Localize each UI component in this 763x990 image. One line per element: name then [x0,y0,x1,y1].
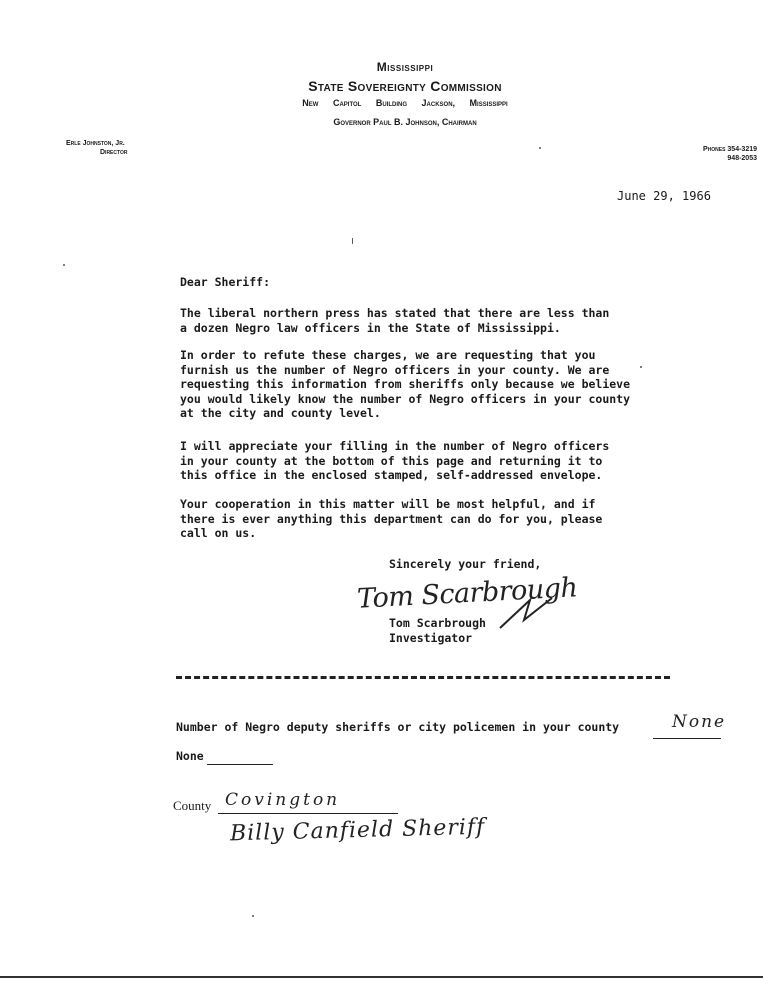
phones-block [655,145,757,163]
scan-speck [640,366,642,368]
paragraph-3: I will appreciate your filling in the number of Negro officers in your county at the bottom of this page and returning it to this office in the enclosed stamped, self-addressed envelope. [180,439,610,482]
director-title: Director [100,149,128,156]
county-handwritten: Covington [225,790,341,810]
page-bottom-edge [0,976,763,978]
letterhead-chairman: Governor Paul B. Johnson, Chairman [333,117,477,127]
letter-date: June 29, 1966 [617,189,711,203]
scan-speck [252,915,254,917]
signature-flourish [490,590,560,635]
phones-second: 948-2053 [727,155,757,162]
signature-handwritten: Tom Scarbrough [356,572,579,615]
sheriff-handwritten: Billy Canfield Sheriff [229,814,486,847]
answer-underline [653,738,721,739]
letterhead-building: New Capitol Building [302,98,408,108]
scan-speck [352,238,353,244]
signer-title: Investigator [389,631,473,645]
scan-speck [63,264,65,266]
detach-line [176,676,670,679]
phones-first: Phones 354-3219 [703,146,757,153]
director-name: Erle Johnston, Jr. [66,140,125,147]
county-underline [218,813,398,814]
paragraph-2: In order to refute these charges, we are requesting that you furnish us the number of Negro officers in your county. We are requesting this information from sheriffs only because we believe you would likely know the number of Negro officers in your county at the city and county level. [180,348,631,420]
scan-speck [539,147,541,149]
letterhead-state: Mississippi [376,60,434,74]
typed-answer: None [176,749,204,763]
signer-name: Tom Scarbrough [389,616,486,630]
form-question: Number of Negro deputy sheriffs or city policemen in your county [176,720,620,734]
closing: Sincerely your friend, [389,557,542,571]
letterhead-agency: State Sovereignty Commission [308,78,502,94]
salutation: Dear Sheriff: [180,275,271,289]
answer-handwritten: None [672,712,727,732]
paragraph-1: The liberal northern press has stated that there are less than a dozen Negro law officers in the State of Mississippi. [180,306,610,335]
director-block [66,139,127,157]
county-label: County [173,798,212,813]
letterhead-city: Jackson, Mississippi [421,98,508,108]
paragraph-4: Your cooperation in this matter will be most helpful, and if there is ever anything this department can do for you, please call on us. [180,497,603,540]
letterhead-address [0,98,763,108]
typed-answer-underline [207,764,273,765]
